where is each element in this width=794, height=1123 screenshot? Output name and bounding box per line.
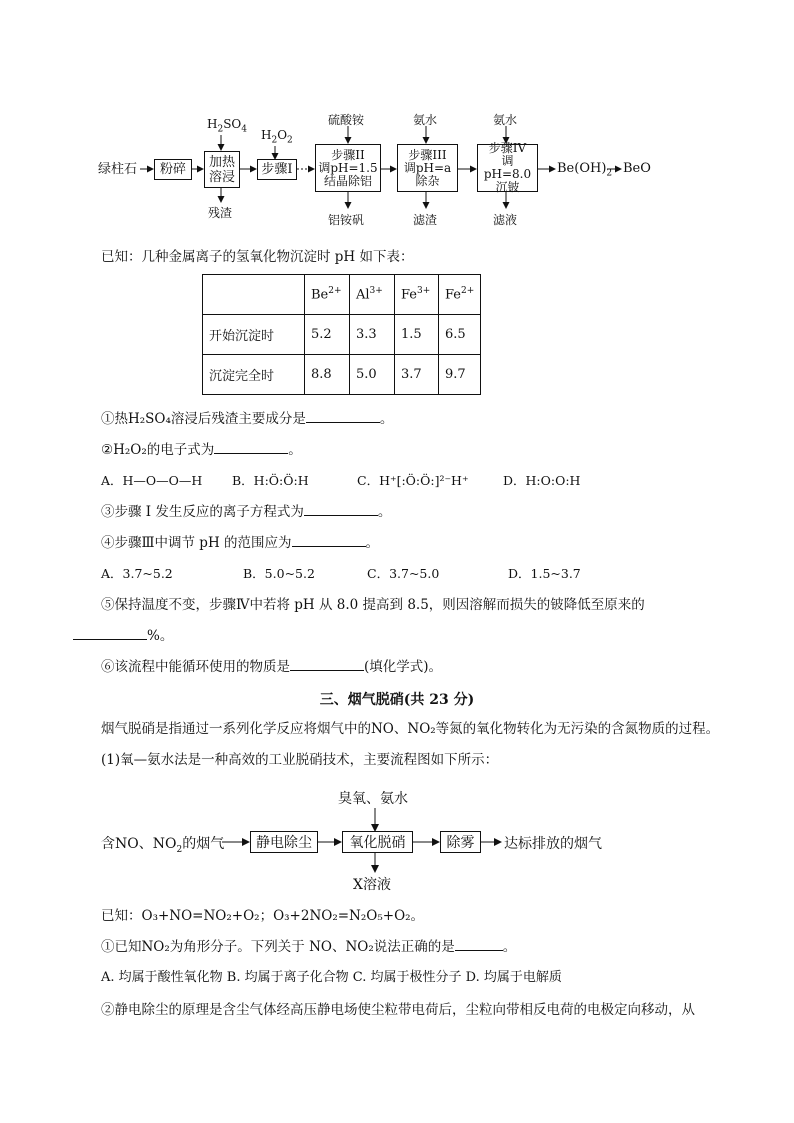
flow2-bottom-output: X溶液 bbox=[353, 877, 391, 893]
table-cell: $Be^{2+}$ bbox=[305, 275, 350, 315]
flow2-box-demist bbox=[440, 831, 481, 853]
q4-option-a: A．3.7~5.2 bbox=[101, 566, 173, 581]
paragraph-1: (1)氧—氨水法是一种高效的工业脱硝技术，主要流程图如下所示： bbox=[101, 752, 499, 768]
question-2: ②H₂O₂的电子式为 。 bbox=[101, 442, 302, 458]
flow2-box-oxidation-label: 氧化脱硝 bbox=[349, 835, 406, 851]
flow1-h2o2: $H_2O_2$ bbox=[261, 128, 293, 146]
table-cell: 沉淀完全时 bbox=[203, 355, 305, 395]
flow1-product2: BeO bbox=[623, 161, 651, 176]
question-3-text: ③步骤 I 发生反应的离子方程式为 bbox=[101, 504, 304, 520]
table-row bbox=[203, 315, 481, 355]
flow1-step1-box bbox=[257, 159, 297, 180]
question-5-suffix: %。 bbox=[147, 628, 174, 644]
flow1-step4-box bbox=[477, 141, 538, 194]
flow1-in3: 氨水 bbox=[413, 113, 438, 127]
answer-blank bbox=[455, 950, 503, 951]
ph-table bbox=[202, 274, 481, 395]
known-precip-ph: 已知：几种金属离子的氢氧化物沉淀时 pH 如下表： bbox=[101, 249, 414, 265]
question-s1-text: ①已知NO₂为角形分子。下列关于 NO、NO₂说法正确的是 bbox=[101, 939, 455, 955]
flow1-arrows bbox=[0, 0, 794, 240]
flow1-step3-box bbox=[397, 144, 458, 192]
table-cell: $Al^{3+}$ bbox=[350, 275, 395, 315]
flow1-heat-l2: 溶浸 bbox=[208, 169, 235, 185]
flow1-step3-l3: 除杂 bbox=[415, 173, 440, 188]
table-cell: 6.5 bbox=[439, 315, 481, 355]
flow1-in4: 氨水 bbox=[493, 113, 518, 127]
table-cell: 5.0 bbox=[350, 355, 395, 395]
question-3: ③步骤 I 发生反应的离子方程式为 。 bbox=[101, 504, 392, 520]
flow2-end: 达标排放的烟气 bbox=[504, 836, 602, 852]
q2-option-b: B．H:Ö:Ö:H bbox=[232, 473, 309, 488]
flow1-step1-label: 步骤I bbox=[261, 162, 293, 177]
flow2-box-dust bbox=[250, 831, 318, 853]
question-5-cont bbox=[73, 627, 173, 645]
answer-blank bbox=[306, 422, 380, 423]
table-cell: 开始沉淀时 bbox=[203, 315, 305, 355]
flow2-top-input: 臭氧、氨水 bbox=[338, 791, 408, 807]
answer-blank bbox=[304, 515, 378, 516]
table-cell: 3.7 bbox=[395, 355, 439, 395]
q2-option-c: C．H⁺[:Ö:Ö:]²⁻H⁺ bbox=[357, 473, 469, 488]
flow1-heat-l1: 加热 bbox=[208, 154, 235, 170]
q4-option-d: D．1.5~3.7 bbox=[508, 566, 581, 581]
answer-blank bbox=[214, 453, 288, 454]
flow2-box-demist-label: 除雾 bbox=[446, 835, 475, 851]
flow1-out2: 铝铵矾 bbox=[328, 213, 365, 227]
table-cell: 5.2 bbox=[305, 315, 350, 355]
flow2-box-oxidation bbox=[342, 831, 413, 853]
question-6-text: ⑥该流程中能循环使用的物质是 bbox=[101, 659, 290, 675]
flow2-box-dust-label: 静电除尘 bbox=[256, 835, 312, 851]
table-cell: $Fe^{2+}$ bbox=[439, 275, 481, 315]
q4-option-c: C．3.7~5.0 bbox=[367, 566, 440, 581]
flow1-in2: 硫酸铵 bbox=[328, 113, 365, 127]
table-cell: $Fe^{3+}$ bbox=[395, 275, 439, 315]
flow1-out-heat: 残渣 bbox=[208, 206, 233, 220]
table-cell: 3.3 bbox=[350, 315, 395, 355]
q2-option-d: D．H:O:O:H bbox=[503, 473, 581, 488]
table-cell: 9.7 bbox=[439, 355, 481, 395]
question-s1-options: A. 均属于酸性氧化物 B. 均属于离子化合物 C. 均属于极性分子 D. 均属于电解质 bbox=[101, 970, 562, 985]
question-s1: ①已知NO₂为角形分子。下列关于 NO、NO₂说法正确的是 。 bbox=[101, 939, 517, 955]
flow1-out3: 滤渣 bbox=[413, 213, 438, 227]
flow1-step3-l2: 调pH=a bbox=[403, 160, 452, 175]
question-s2: ②静电除尘的原理是含尘气体经高压静电场使尘粒带电荷后，尘粒向带相反电荷的电极定向移动，从 bbox=[101, 1002, 695, 1018]
question-4-text: ④步骤Ⅲ中调节 pH 的范围应为 bbox=[101, 535, 292, 551]
flow1-h2so4: $H_2SO_4$ bbox=[207, 117, 247, 135]
flow1-out4: 滤液 bbox=[493, 213, 518, 227]
flow1-step3-l1: 步骤III bbox=[408, 147, 447, 162]
flow1-crush-box bbox=[154, 159, 192, 180]
table-row bbox=[203, 355, 481, 395]
flow2-start: 含NO、$NO_2$的烟气 bbox=[101, 836, 225, 855]
question-4: ④步骤Ⅲ中调节 pH 的范围应为 。 bbox=[101, 535, 380, 551]
flow1-product1: $Be(OH)_2$ bbox=[557, 161, 613, 179]
answer-blank bbox=[292, 546, 366, 547]
q2-option-a: A．H—O—O—H bbox=[101, 473, 203, 488]
flow1-step2-box bbox=[315, 144, 381, 192]
flow1-crush-label: 粉碎 bbox=[159, 162, 186, 177]
known-reactions: 已知：O₃+NO=NO₂+O₂；O₃+2NO₂=N₂O₅+O₂。 bbox=[101, 908, 425, 924]
flow1-step4-l2: 调pH=8.0 bbox=[483, 154, 532, 181]
flow1-step2-l3: 结晶除铝 bbox=[323, 173, 372, 188]
section-3-intro: 烟气脱硝是指通过一系列化学反应将烟气中的NO、NO₂等氮的氧化物转化为无污染的含氮物质的过程。 bbox=[101, 721, 720, 737]
table-row bbox=[203, 275, 481, 315]
question-2-text: ②H₂O₂的电子式为 bbox=[101, 442, 215, 458]
flow1-step4-l1: 步骤IV bbox=[488, 141, 527, 155]
table-cell bbox=[203, 275, 305, 315]
section-3-title: 三、烟气脱硝(共 23 分) bbox=[319, 692, 475, 708]
answer-blank bbox=[290, 670, 364, 671]
flow1-start: 绿柱石 bbox=[98, 162, 138, 177]
question-1: ①热H₂SO₄溶浸后残渣主要成分是 。 bbox=[101, 411, 394, 427]
question-1-text: ①热H₂SO₄溶浸后残渣主要成分是 bbox=[101, 411, 306, 427]
flow1-step2-l1: 步骤II bbox=[331, 147, 365, 162]
flow1-step4-l3: 沉铍 bbox=[495, 180, 520, 194]
flow1-heat-box bbox=[204, 151, 240, 188]
question-5: ⑤保持温度不变，步骤Ⅳ中若将 pH 从 8.0 提高到 8.5，则因溶解而损失的铍降低至原来的 bbox=[101, 597, 645, 613]
question-6 bbox=[101, 658, 442, 676]
q4-option-b: B．5.0~5.2 bbox=[243, 566, 315, 581]
question-6-suffix: (填化学式)。 bbox=[364, 659, 443, 675]
flow1-step2-l2: 调pH=1.5 bbox=[318, 160, 378, 175]
table-cell: 8.8 bbox=[305, 355, 350, 395]
answer-blank bbox=[73, 639, 147, 640]
table-cell: 1.5 bbox=[395, 315, 439, 355]
